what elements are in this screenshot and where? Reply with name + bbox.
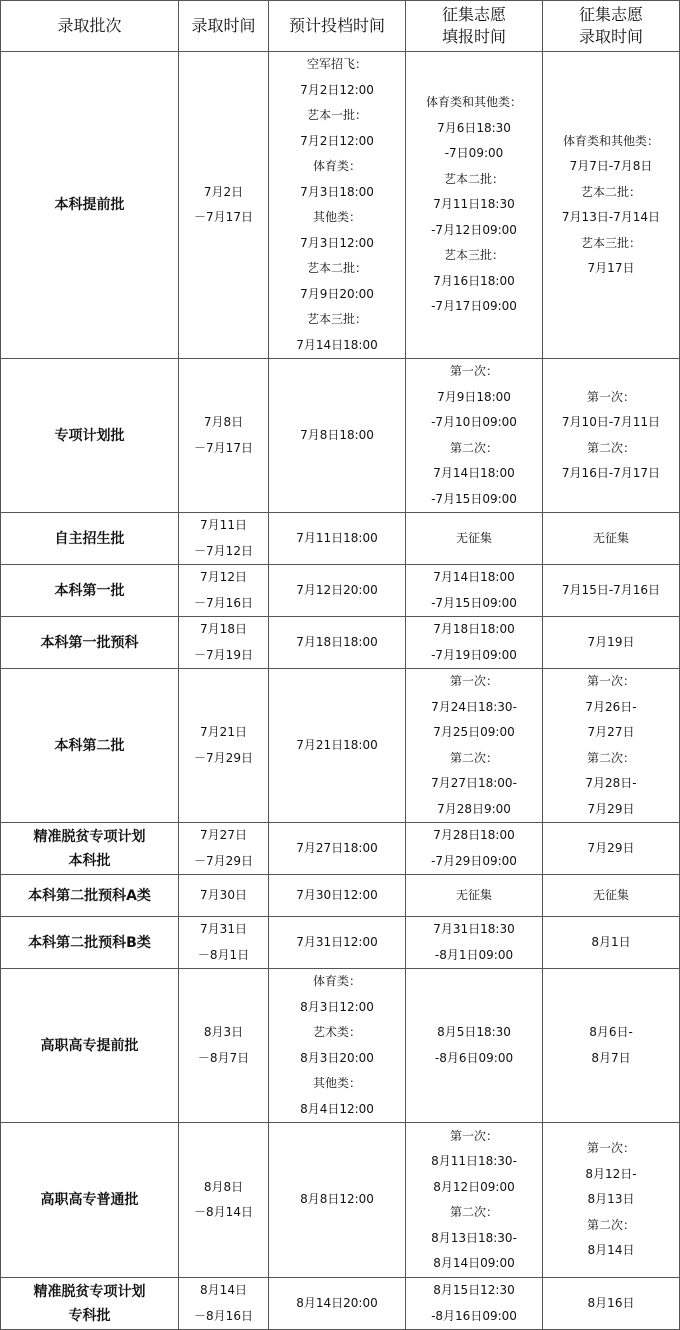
batch-cell (1, 1123, 179, 1278)
header-line: 录取时间 (578, 27, 643, 46)
cell-line: 专科批 (68, 1307, 111, 1324)
cell-line: -7月15日09:00 (431, 491, 517, 506)
fill-time-cell (406, 359, 543, 513)
cell-line: 本科第二批预科B类 (28, 934, 151, 951)
cell-line: 艺本二批： (580, 184, 641, 199)
cell-line: 7月16日-7月17日 (561, 466, 661, 480)
cell-line: 艺本三批： (306, 312, 367, 326)
table-body (1, 52, 680, 1330)
admit-time-cell (179, 875, 269, 917)
cell-line: 7月18日18:00 (433, 622, 515, 636)
cell-line: 7月24日18:30- (431, 699, 517, 714)
cell-line: 7月21日 (200, 725, 247, 739)
submit-time-cell (269, 52, 406, 359)
batch-cell (1, 52, 179, 359)
table-row (1, 823, 680, 875)
cell-line: 高职高专提前批 (40, 1037, 139, 1054)
cell-line: 7月26日- (585, 699, 637, 714)
cell-line: 8月8日 (203, 1179, 244, 1194)
cell-line: 7月14日18:00 (433, 570, 515, 584)
cell-line: 本科第二批预科A类 (28, 887, 151, 904)
enroll-time-cell (543, 875, 680, 917)
fill-time-cell (406, 823, 543, 875)
admit-time-cell (179, 359, 269, 513)
cell-line: 8月3日 (203, 1025, 244, 1039)
cell-line: 7月14日18:00 (433, 466, 515, 480)
enroll-time-cell (543, 669, 680, 823)
cell-line: 第一次： (586, 1141, 635, 1156)
cell-line: 7月28日- (585, 776, 637, 790)
cell-line: －8月16日 (194, 1308, 253, 1323)
batch-cell (1, 617, 179, 669)
cell-line: 自主招生批 (54, 530, 125, 547)
header-line: 征集志愿 (441, 5, 506, 24)
cell-line: 7月29日 (587, 801, 635, 816)
admit-time-cell (179, 823, 269, 875)
cell-line: －7月29日 (194, 750, 253, 765)
cell-line: 7月18日 (200, 622, 247, 636)
cell-line: 无征集 (455, 530, 492, 545)
cell-line: 精准脱贫专项计划 (33, 828, 146, 845)
cell-line: 第一次： (586, 389, 635, 404)
admit-time-cell (179, 1123, 269, 1278)
cell-line: 8月12日09:00 (433, 1179, 515, 1194)
cell-line: 艺本三批： (580, 235, 641, 250)
cell-line: 7月12日 (200, 570, 247, 584)
cell-line: -7月12日09:00 (431, 222, 517, 237)
cell-line: 7月25日09:00 (433, 725, 515, 739)
admit-time-cell (179, 669, 269, 823)
cell-line: 精准脱贫专项计划 (33, 1283, 146, 1300)
header-enroll-time (543, 1, 680, 52)
cell-line: －7月29日 (194, 853, 253, 868)
enroll-time-cell (543, 513, 680, 565)
cell-line: 8月5日18:30 (437, 1025, 511, 1039)
cell-line: －8月14日 (194, 1205, 253, 1219)
submit-time-cell (269, 823, 406, 875)
cell-line: 8月1日 (591, 934, 631, 949)
header-line: 征集志愿 (578, 5, 643, 24)
fill-time-cell (406, 969, 543, 1123)
table-row (1, 669, 680, 823)
cell-line: -7月17日09:00 (431, 299, 517, 314)
admit-time-cell (179, 1278, 269, 1330)
fill-time-cell (406, 52, 543, 359)
submit-time-cell (269, 513, 406, 565)
cell-line: 第二次： (586, 440, 635, 455)
cell-line: 第一次： (449, 364, 498, 378)
cell-line: 第一次： (449, 674, 498, 688)
cell-line: 本科第二批 (54, 737, 125, 754)
header-line: 填报时间 (441, 27, 506, 46)
cell-line: 7月16日18:00 (433, 273, 515, 288)
cell-line: 7月3日18:00 (300, 184, 374, 199)
cell-line: 7月13日-7月14日 (561, 210, 661, 224)
cell-line: 第二次： (449, 440, 498, 455)
cell-line: －8月7日 (197, 1050, 250, 1065)
cell-line: 7月10日-7月11日 (561, 415, 661, 429)
cell-line: -7月29日09:00 (431, 853, 517, 868)
cell-line: 其他类： (312, 1076, 361, 1090)
cell-line: 7月27日18:00- (431, 776, 517, 790)
enroll-time-cell (543, 617, 680, 669)
header-batch (1, 1, 179, 52)
cell-line: 其他类： (312, 210, 361, 224)
cell-line: 艺术类： (312, 1025, 361, 1039)
cell-line: 7月2日12:00 (300, 82, 374, 97)
fill-time-cell (406, 513, 543, 565)
cell-line: 高职高专普通批 (40, 1192, 139, 1208)
cell-line: 8月4日12:00 (300, 1101, 374, 1116)
header-fill-time (406, 1, 543, 52)
header-submit-time (269, 1, 406, 52)
batch-cell (1, 669, 179, 823)
admit-time-cell (179, 52, 269, 359)
enroll-time-cell (543, 969, 680, 1123)
table-row (1, 1278, 680, 1330)
cell-line: －7月12日 (194, 543, 253, 558)
table-row (1, 969, 680, 1123)
cell-line: 第一次： (449, 1128, 498, 1143)
cell-line: 7月12日20:00 (296, 582, 378, 597)
cell-line: －7月17日 (194, 440, 253, 455)
admit-time-cell (179, 969, 269, 1123)
cell-line: 7月2日12:00 (300, 133, 374, 148)
cell-line: -7月19日09:00 (431, 647, 517, 662)
cell-line: 7月2日 (203, 184, 244, 199)
cell-line: 7月17日 (587, 261, 635, 275)
cell-line: 7月14日18:00 (296, 337, 378, 352)
cell-line: 7月19日 (587, 634, 635, 649)
batch-cell (1, 969, 179, 1123)
cell-line: -8月16日09:00 (431, 1308, 517, 1323)
table-row (1, 617, 680, 669)
table-row (1, 1123, 680, 1278)
cell-line: 7月31日12:00 (296, 934, 378, 949)
cell-line: 8月14日09:00 (433, 1256, 515, 1270)
cell-line: 空军招飞： (306, 57, 367, 71)
fill-time-cell (406, 875, 543, 917)
admit-time-cell (179, 565, 269, 617)
cell-line: 8月13日 (587, 1192, 635, 1207)
cell-line: 第二次： (586, 1217, 635, 1232)
table-row (1, 565, 680, 617)
header-admit-time (179, 1, 269, 52)
cell-line: 7月8日18:00 (300, 427, 374, 442)
cell-line: 专项计划批 (54, 427, 125, 444)
submit-time-cell (269, 669, 406, 823)
cell-line: 8月11日18:30- (431, 1154, 517, 1168)
enroll-time-cell (543, 52, 680, 359)
cell-line: 艺本三批： (443, 248, 504, 263)
enroll-time-cell (543, 917, 680, 969)
cell-line: 体育类和其他类： (562, 133, 659, 148)
cell-line: 7月30日 (200, 887, 247, 902)
cell-line: 本科批 (68, 852, 111, 869)
header-line: 预计投档时间 (288, 16, 385, 35)
cell-line: 本科第一批 (54, 582, 125, 599)
submit-time-cell (269, 875, 406, 917)
cell-line: 7月8日 (203, 415, 244, 429)
cell-line: 体育类： (312, 159, 361, 173)
batch-cell (1, 359, 179, 513)
fill-time-cell (406, 917, 543, 969)
cell-line: -8月1日09:00 (434, 947, 514, 962)
table-row (1, 917, 680, 969)
enroll-time-cell (543, 1278, 680, 1330)
enroll-time-cell (543, 359, 680, 513)
cell-line: 8月14日20:00 (296, 1295, 378, 1310)
cell-line: 7月11日18:00 (296, 530, 378, 545)
fill-time-cell (406, 565, 543, 617)
cell-line: 8月3日20:00 (300, 1050, 374, 1065)
submit-time-cell (269, 359, 406, 513)
cell-line: 8月16日 (587, 1295, 635, 1310)
batch-cell (1, 513, 179, 565)
cell-line: 7月11日18:30 (433, 197, 515, 212)
fill-time-cell (406, 1123, 543, 1278)
cell-line: -7月15日09:00 (431, 595, 517, 610)
cell-line: 7月9日20:00 (300, 286, 374, 301)
cell-line: 8月7日 (591, 1050, 631, 1065)
cell-line: 7月29日 (587, 840, 635, 855)
cell-line: 第二次： (586, 750, 635, 765)
cell-line: 8月13日18:30- (431, 1230, 517, 1245)
cell-line: 艺本二批： (443, 171, 504, 186)
cell-line: 8月14日 (587, 1243, 635, 1258)
cell-line: 无征集 (592, 530, 629, 545)
cell-line: 7月27日 (587, 725, 635, 739)
submit-time-cell (269, 1278, 406, 1330)
cell-line: 7月21日18:00 (296, 737, 378, 752)
cell-line: 7月28日18:00 (433, 828, 515, 842)
cell-line: 本科第一批预科 (40, 634, 139, 651)
header-line: 录取批次 (57, 16, 122, 35)
cell-line: 8月12日- (585, 1166, 637, 1181)
batch-cell (1, 823, 179, 875)
fill-time-cell (406, 617, 543, 669)
header-line: 录取时间 (191, 16, 256, 35)
cell-line: -8月6日09:00 (434, 1050, 514, 1065)
admit-time-cell (179, 617, 269, 669)
cell-line: 7月6日18:30 (437, 120, 511, 135)
cell-line: 7月18日18:00 (296, 634, 378, 649)
cell-line: -7日09:00 (444, 146, 504, 161)
cell-line: 7月31日 (200, 922, 247, 936)
cell-line: 7月30日12:00 (296, 887, 378, 902)
cell-line: －7月19日 (194, 647, 253, 662)
cell-line: 艺本一批： (306, 108, 367, 122)
cell-line: 7月11日 (200, 518, 247, 532)
fill-time-cell (406, 669, 543, 823)
cell-line: 7月27日18:00 (296, 840, 378, 855)
batch-cell (1, 875, 179, 917)
submit-time-cell (269, 1123, 406, 1278)
table-row (1, 359, 680, 513)
cell-line: 第一次： (586, 674, 635, 688)
cell-line: －7月16日 (194, 595, 253, 610)
cell-line: 8月14日 (200, 1283, 247, 1297)
enroll-time-cell (543, 823, 680, 875)
cell-line: 7月9日18:00 (437, 389, 511, 404)
header-row (1, 1, 680, 52)
submit-time-cell (269, 617, 406, 669)
submit-time-cell (269, 917, 406, 969)
batch-cell (1, 917, 179, 969)
cell-line: 第二次： (449, 1205, 498, 1219)
cell-line: 8月6日- (589, 1025, 633, 1039)
cell-line: 无征集 (592, 887, 629, 902)
submit-time-cell (269, 969, 406, 1123)
cell-line: 艺本二批： (306, 261, 367, 275)
cell-line: 体育类： (312, 974, 361, 988)
cell-line: 7月31日18:30 (433, 922, 515, 936)
table-row (1, 52, 680, 359)
cell-line: 7月15日-7月16日 (561, 582, 661, 597)
admit-time-cell (179, 513, 269, 565)
enroll-time-cell (543, 565, 680, 617)
fill-time-cell (406, 1278, 543, 1330)
cell-line: －7月17日 (194, 210, 253, 224)
admit-time-cell (179, 917, 269, 969)
submit-time-cell (269, 565, 406, 617)
cell-line: 体育类和其他类： (425, 95, 522, 110)
cell-line: 无征集 (455, 887, 492, 902)
enroll-time-cell (543, 1123, 680, 1278)
cell-line: 8月8日12:00 (300, 1192, 374, 1207)
batch-cell (1, 1278, 179, 1330)
cell-line: 7月3日12:00 (300, 235, 374, 250)
cell-line: 8月3日12:00 (300, 999, 374, 1014)
cell-line: －8月1日 (197, 947, 250, 962)
cell-line: -7月10日09:00 (431, 415, 517, 429)
cell-line: 第二次： (449, 750, 498, 765)
cell-line: 本科提前批 (54, 197, 125, 213)
batch-cell (1, 565, 179, 617)
cell-line: 7月28日9:00 (437, 801, 511, 816)
table-row (1, 513, 680, 565)
cell-line: 7月27日 (200, 828, 247, 842)
table-row (1, 875, 680, 917)
cell-line: 7月7日-7月8日 (569, 159, 653, 173)
cell-line: 8月15日12:30 (433, 1283, 515, 1297)
